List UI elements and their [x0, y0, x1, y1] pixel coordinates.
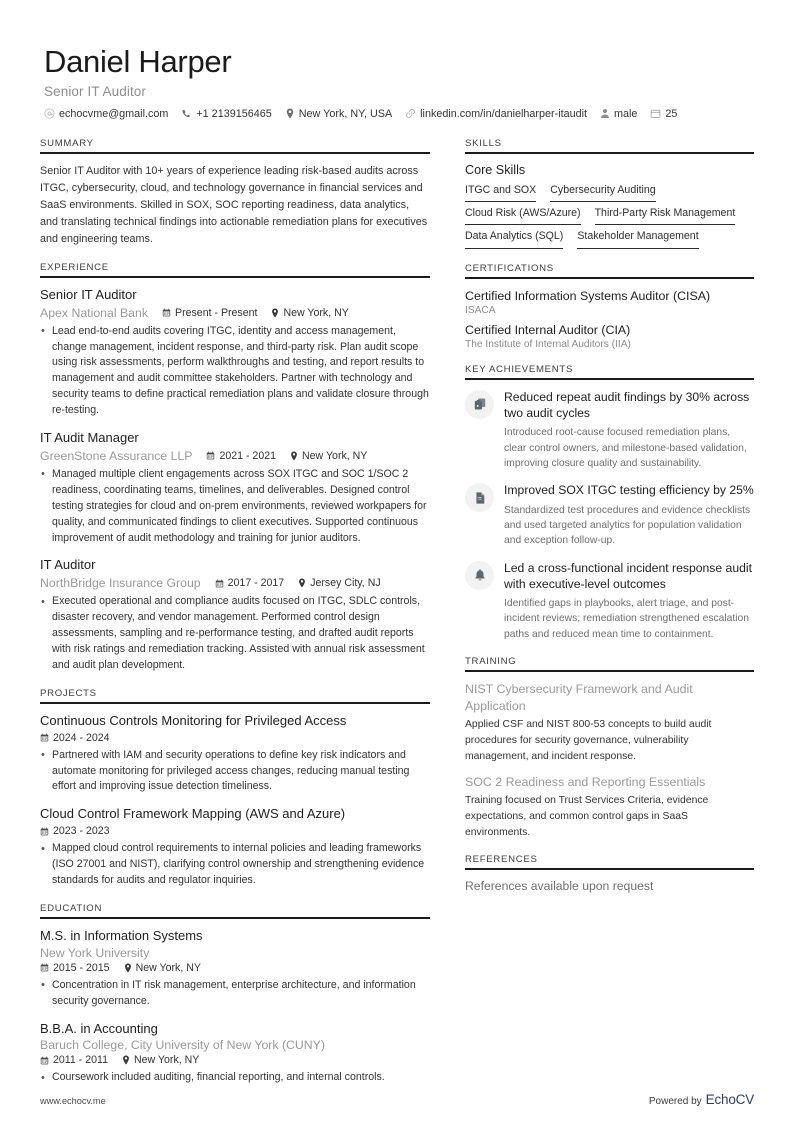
contact-gender	[600, 108, 637, 120]
project-title: Continuous Controls Monitoring for Privileged Access	[40, 712, 347, 728]
contact-age	[650, 108, 677, 120]
achievement-item	[465, 482, 754, 548]
education-location	[124, 962, 201, 974]
contact-email[interactable]	[44, 108, 168, 120]
resume-body	[40, 138, 754, 1123]
experience-location	[271, 307, 348, 319]
section-rule	[40, 917, 430, 919]
skill-item: Stakeholder Management	[577, 228, 698, 248]
education-meta	[40, 962, 430, 974]
education-dates	[40, 962, 110, 974]
bullet: • Coursework included auditing, financial reporting, and internal controls.	[40, 1070, 430, 1086]
experience-entry	[40, 557, 430, 673]
certification-item	[465, 322, 754, 350]
experience-location	[298, 577, 380, 589]
section-title-skills: SKILLS	[465, 137, 502, 149]
experience-meta	[40, 449, 430, 463]
project-entry	[40, 806, 430, 889]
section-projects	[40, 688, 430, 889]
contact-location	[285, 108, 392, 120]
education-location	[122, 1054, 199, 1066]
calendar-icon	[206, 451, 215, 460]
experience-org: NorthBridge Insurance Group	[40, 576, 201, 591]
section-rule	[465, 378, 754, 380]
calendar-icon	[650, 108, 661, 119]
education-entry	[40, 928, 430, 1010]
section-references	[465, 854, 754, 893]
education-bullets	[40, 1070, 430, 1086]
experience-bullets	[40, 324, 430, 419]
experience-bullets	[40, 467, 430, 546]
section-title-summary: SUMMARY	[40, 137, 94, 149]
experience-entry	[40, 287, 430, 419]
training-item	[465, 774, 754, 841]
education-meta	[40, 1054, 430, 1066]
project-entry	[40, 713, 430, 796]
education-entry	[40, 1021, 430, 1087]
experience-dates-value: Present - Present	[175, 306, 258, 319]
contact-gender-value: male	[614, 107, 638, 120]
bullet: • Lead end-to-end audits covering ITGC, identity and access management, change management, incident response, and third-party risk. Plan audit scope using risk assessments, perform walkthroughs and testing, and report results to management and audit committee stakeholders. Partner with technology and security teams to define practical remediation plans and validate closure through re-testing.	[40, 324, 430, 419]
candidate-headline: Senior IT Auditor	[44, 83, 147, 99]
achievement-title: Improved SOX ITGC testing efficiency by 25%	[504, 483, 754, 498]
experience-dates-value: 2017 - 2017	[227, 577, 285, 590]
section-title-certifications: CERTIFICATIONS	[465, 262, 554, 274]
bullet: • Partnered with IAM and security operations to define key risk indicators and automate monitoring for privileged access changes, reducing manual testing effort and improving issue detection timeliness.	[40, 748, 430, 796]
experience-org: GreenStone Assurance LLP	[40, 448, 193, 463]
section-rule	[465, 868, 754, 870]
certification-issuer: The Institute of Internal Auditors (IIA)	[465, 338, 631, 350]
experience-title: IT Audit Manager	[40, 430, 139, 446]
footer-powered-by	[649, 1092, 754, 1107]
bell-icon	[465, 561, 494, 590]
training-name: SOC 2 Readiness and Reporting Essentials	[465, 774, 706, 789]
section-education	[40, 903, 430, 1086]
skill-item: ITGC and SOX	[465, 182, 536, 202]
experience-dates	[206, 450, 276, 462]
project-dates-value: 2023 - 2023	[53, 825, 110, 838]
right-column	[465, 138, 754, 908]
experience-location-value: New York, NY	[302, 449, 368, 462]
contact-linkedin-value: linkedin.com/in/danielharper-itaudit	[420, 107, 588, 120]
section-rule	[465, 670, 754, 672]
location-pin-icon	[271, 308, 279, 318]
section-skills	[465, 138, 754, 249]
education-school: New York University	[40, 945, 150, 960]
experience-bullets	[40, 594, 430, 673]
experience-meta	[40, 576, 430, 590]
education-dates-value: 2011 - 2011	[53, 1054, 108, 1067]
project-dates	[40, 825, 110, 837]
experience-dates-value: 2021 - 2021	[219, 449, 277, 462]
section-rule	[40, 276, 430, 278]
education-location-value: New York, NY	[135, 961, 201, 974]
contact-linkedin[interactable]	[405, 108, 587, 120]
education-dates	[40, 1054, 108, 1066]
candidate-name: Daniel Harper	[44, 44, 232, 79]
project-title: Cloud Control Framework Mapping (AWS and Azure)	[40, 806, 346, 822]
location-pin-icon	[290, 451, 298, 461]
section-rule	[40, 152, 430, 154]
training-name: NIST Cybersecurity Framework and Audit Application	[465, 682, 693, 713]
project-dates	[40, 732, 110, 744]
section-certifications	[465, 263, 754, 350]
project-bullets	[40, 748, 430, 796]
section-rule	[40, 702, 430, 704]
experience-entry	[40, 430, 430, 546]
calendar-icon	[40, 827, 49, 836]
contact-phone[interactable]	[181, 108, 271, 120]
achievement-item	[465, 389, 754, 472]
section-summary	[40, 138, 430, 248]
certification-issuer: ISACA	[465, 304, 496, 316]
bullet: • Concentration in IT risk management, enterprise architecture, and information security governance.	[40, 978, 430, 1010]
project-meta	[40, 825, 430, 837]
skill-item: Data Analytics (SQL)	[465, 228, 563, 248]
summary-text: Senior IT Auditor with 10+ years of experience leading risk-based audits across ITGC, cybersecurity, cloud, and technology governance in financial services and SaaS environments. Skilled in SOX, SOC reporting readiness, data analytics, and translating technical findings into actionable remediation plans for executives and engineering teams.	[40, 164, 428, 245]
training-item	[465, 681, 754, 764]
left-column	[40, 138, 430, 1101]
section-training	[465, 656, 754, 840]
achievement-item	[465, 560, 754, 643]
training-description: Training focused on Trust Services Criteria, evidence expectations, and common control gaps in SaaS environments.	[465, 794, 709, 838]
skills-list	[465, 182, 754, 249]
education-school: Baruch College, City University of New York (CUNY)	[40, 1038, 325, 1053]
experience-dates	[162, 307, 257, 319]
experience-location	[290, 450, 367, 462]
project-dates-value: 2024 - 2024	[53, 731, 110, 744]
section-title-experience: EXPERIENCE	[40, 261, 109, 273]
achievement-description: Standardized test procedures and evidence checklists and used targeted analytics for population validation and exception follow-up.	[504, 504, 751, 547]
calendar-icon	[162, 308, 171, 317]
section-title-key-achievements: KEY ACHIEVEMENTS	[465, 363, 574, 375]
certification-item	[465, 288, 754, 316]
contact-email-value: echocvme@gmail.com	[59, 107, 169, 120]
experience-title: Senior IT Auditor	[40, 286, 137, 302]
location-pin-icon	[122, 1055, 130, 1065]
section-title-education: EDUCATION	[40, 902, 103, 914]
achievement-title: Reduced repeat audit findings by 30% across two audit cycles	[504, 389, 750, 420]
resume-header	[40, 40, 754, 120]
document-icon	[465, 483, 494, 512]
education-degree: M.S. in Information Systems	[40, 927, 203, 943]
contact-row	[44, 108, 750, 120]
section-title-references: REFERENCES	[465, 854, 538, 866]
education-degree: B.B.A. in Accounting	[40, 1020, 158, 1036]
project-bullets	[40, 841, 430, 889]
footer-site-url[interactable]: www.echocv.me	[40, 1096, 106, 1106]
experience-location-value: Jersey City, NJ	[310, 577, 381, 590]
experience-meta	[40, 306, 430, 320]
section-key-achievements	[465, 364, 754, 642]
achievement-description: Identified gaps in playbooks, alert triage, and post-incident reviews; remediation strengthened escalation paths and reduced mean time to containment.	[504, 598, 749, 640]
at-circle-icon	[44, 108, 55, 119]
link-icon	[405, 108, 416, 119]
achievement-description: Introduced root-cause focused remediation plans, clear control owners, and milestone-based validation, improving closure quality and sustainability.	[504, 427, 747, 469]
contact-age-value: 25	[665, 107, 678, 120]
bullet: • Executed operational and compliance audits focused on ITGC, SDLC controls, disaster recovery, and vendor management. Performed control design assessments, sampling and re-performance testing, and drafted audit reports with risk ratings and remediation tracking. Assisted with annual risk assessment and audit plan development.	[40, 594, 430, 673]
education-location-value: New York, NY	[133, 1054, 200, 1067]
contact-phone-value: +1 2139156465	[196, 107, 272, 120]
training-description: Applied CSF and NIST 800-53 concepts to build audit procedures for security governance, vulnerability management, and incident response.	[465, 719, 712, 762]
bullet: • Mapped cloud control requirements to internal policies and leading frameworks (ISO 27001 and NIST), clarifying control ownership and strengthening evidence standards for audits and regulator inquiries.	[40, 841, 430, 889]
calendar-icon	[215, 579, 224, 588]
achievement-body	[504, 482, 754, 548]
location-pin-icon	[124, 963, 132, 973]
experience-org: Apex National Bank	[40, 305, 149, 320]
education-bullets	[40, 978, 430, 1010]
experience-location-value: New York, NY	[283, 306, 349, 319]
section-title-projects: PROJECTS	[40, 687, 97, 699]
section-rule	[465, 152, 754, 154]
achievement-body	[504, 560, 754, 643]
location-pin-icon	[298, 578, 306, 588]
skill-item: Cybersecurity Auditing	[550, 182, 655, 202]
skill-item: Third-Party Risk Management	[595, 205, 736, 225]
contact-location-value: New York, NY, USA	[298, 107, 393, 120]
calendar-icon	[40, 733, 49, 742]
section-rule	[465, 277, 754, 279]
section-title-training: TRAINING	[465, 656, 517, 668]
footer-brand: EchoCV	[705, 1092, 754, 1107]
achievement-body	[504, 389, 754, 472]
education-dates-value: 2015 - 2015	[53, 961, 110, 974]
references-text: References available upon request	[465, 879, 654, 894]
skill-item: Cloud Risk (AWS/Azure)	[465, 205, 581, 225]
skills-group-name: Core Skills	[465, 162, 526, 177]
certification-name: Certified Information Systems Auditor (CISA)	[465, 288, 711, 303]
project-meta	[40, 732, 430, 744]
footer-powered-label: Powered by	[648, 1096, 702, 1107]
experience-dates	[215, 577, 285, 589]
experience-title: IT Auditor	[40, 557, 96, 573]
clipboard-copy-icon	[465, 390, 494, 419]
calendar-icon	[40, 963, 49, 972]
phone-icon	[181, 108, 192, 119]
location-pin-icon	[285, 108, 295, 119]
page-footer	[40, 1092, 754, 1107]
section-experience	[40, 262, 430, 674]
certification-name: Certified Internal Auditor (CIA)	[465, 322, 631, 337]
bullet: • Managed multiple client engagements across SOX ITGC and SOC 1/SOC 2 readiness, coordinating teams, timelines, and deliverables. Designed control testing strategies for cloud and on-prem environments, reviewed workpapers for quality, and communicated findings to client executives. Supported continuous improvement of audit methodology and training for junior auditors.	[40, 467, 430, 546]
achievement-title: Led a cross-functional incident response audit with executive-level outcomes	[504, 560, 752, 591]
person-icon	[600, 108, 610, 119]
calendar-icon	[40, 1056, 49, 1065]
